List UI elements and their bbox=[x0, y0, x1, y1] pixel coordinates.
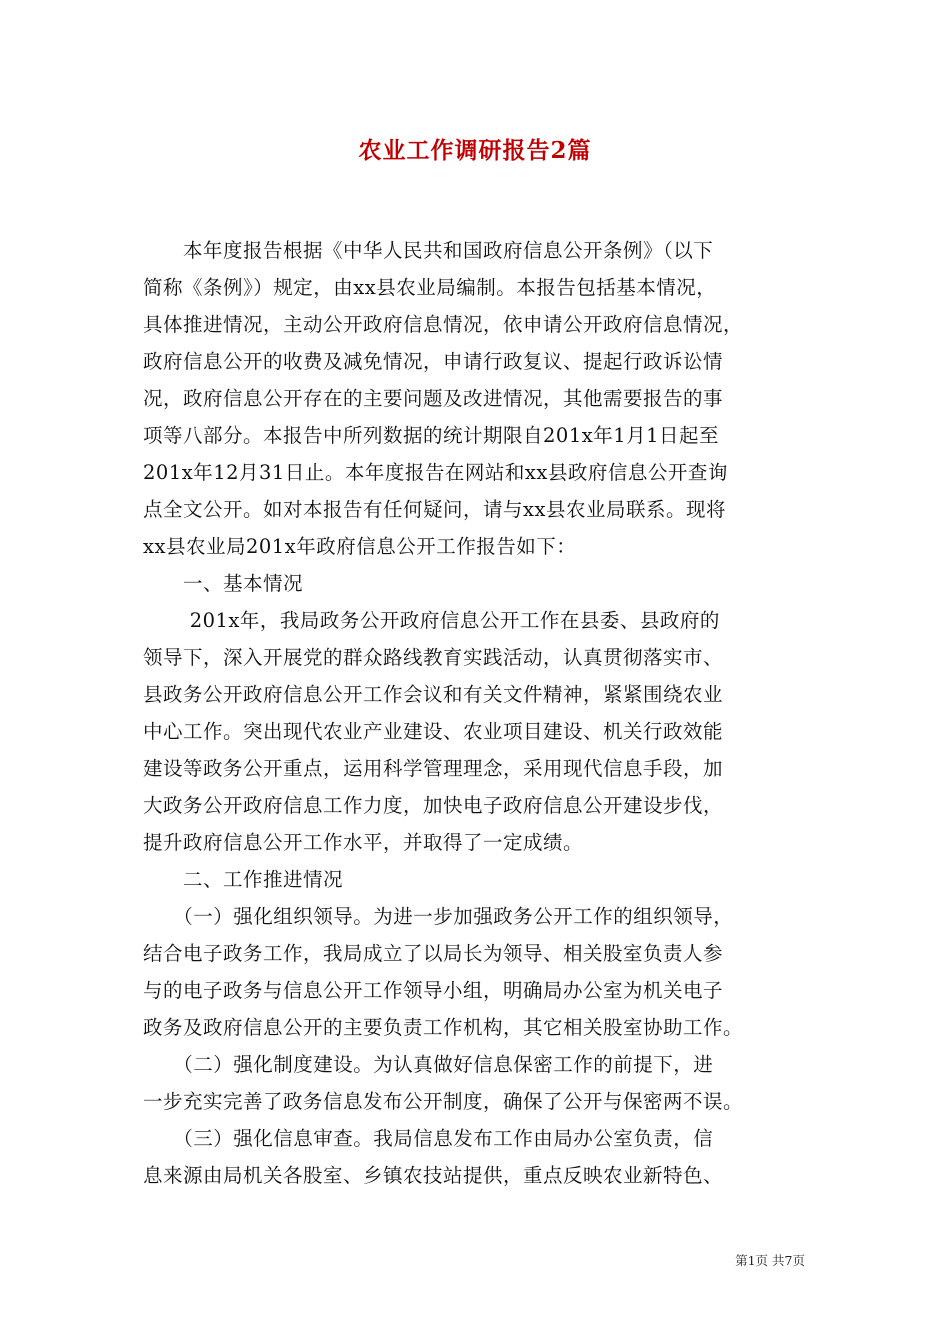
page-number-footer: 第1页 共7页 bbox=[735, 1253, 805, 1268]
body-text-line: 具体推进情况，主动公开政府信息情况，依申请公开政府信息情况， bbox=[143, 313, 744, 336]
body-text-line: （三）强化信息审查。我局信息发布工作由局办公室负责，信 bbox=[143, 1127, 714, 1150]
body-text-line: 中心工作。突出现代农业产业建设、农业项目建设、机关行政效能 bbox=[143, 720, 724, 743]
document-title: 农业工作调研报告2篇 bbox=[358, 137, 592, 164]
body-text-line: 一、基本情况 bbox=[143, 572, 304, 595]
body-text-line: 项等八部分。本报告中所列数据的统计期限自201x年1月1日起至 bbox=[143, 424, 720, 447]
body-text-line: 大政务公开政府信息工作力度，加快电子政府信息公开建设步伐， bbox=[143, 794, 724, 817]
body-text-line: 领导下，深入开展党的群众路线教育实践活动，认真贯彻落实市、 bbox=[143, 646, 724, 669]
body-text-line: xx县农业局201x年政府信息公开工作报告如下： bbox=[143, 535, 577, 558]
body-text-line: 结合电子政务工作，我局成立了以局长为领导、相关股室负责人参 bbox=[143, 942, 724, 965]
body-text-line: 简称《条例》）规定，由xx县农业局编制。本报告包括基本情况， bbox=[143, 276, 717, 299]
body-text-line: 201x年，我局政务公开政府信息公开工作在县委、县政府的 bbox=[143, 609, 720, 632]
body-text-line: 况，政府信息公开存在的主要问题及改进情况，其他需要报告的事 bbox=[143, 387, 724, 410]
body-text-line: 政府信息公开的收费及减免情况，申请行政复议、提起行政诉讼情 bbox=[143, 350, 724, 373]
body-text-line: 与的电子政务与信息公开工作领导小组，明确局办公室为机关电子 bbox=[143, 979, 724, 1002]
body-text-line: 提升政府信息公开工作水平，并取得了一定成绩。 bbox=[143, 831, 584, 854]
body-text-line: 建设等政务公开重点，运用科学管理理念，采用现代信息手段，加 bbox=[143, 757, 724, 780]
body-text-line: （二）强化制度建设。为认真做好信息保密工作的前提下，进 bbox=[143, 1053, 714, 1076]
body-text-line: 县政务公开政府信息公开工作会议和有关文件精神，紧紧围绕农业 bbox=[143, 683, 724, 706]
body-text-line: 本年度报告根据《中华人民共和国政府信息公开条例》（以下 bbox=[143, 239, 714, 262]
body-text-line: （一）强化组织领导。为进一步加强政务公开工作的组织领导， bbox=[143, 905, 734, 928]
body-text-line: 一步充实完善了政务信息发布公开制度，确保了公开与保密两不误。 bbox=[143, 1090, 744, 1113]
body-text-line: 点全文公开。如对本报告有任何疑问，请与xx县农业局联系。现将 bbox=[143, 498, 726, 521]
body-text-line: 息来源由局机关各股室、乡镇农技站提供，重点反映农业新特色、 bbox=[143, 1164, 724, 1187]
body-text-line: 政务及政府信息公开的主要负责工作机构，其它相关股室协助工作。 bbox=[143, 1016, 744, 1039]
document-body bbox=[143, 232, 811, 1194]
body-text-line: 201x年12月31日止。本年度报告在网站和xx县政府信息公开查询 bbox=[143, 461, 728, 484]
body-text-line: 二、工作推进情况 bbox=[143, 868, 344, 891]
